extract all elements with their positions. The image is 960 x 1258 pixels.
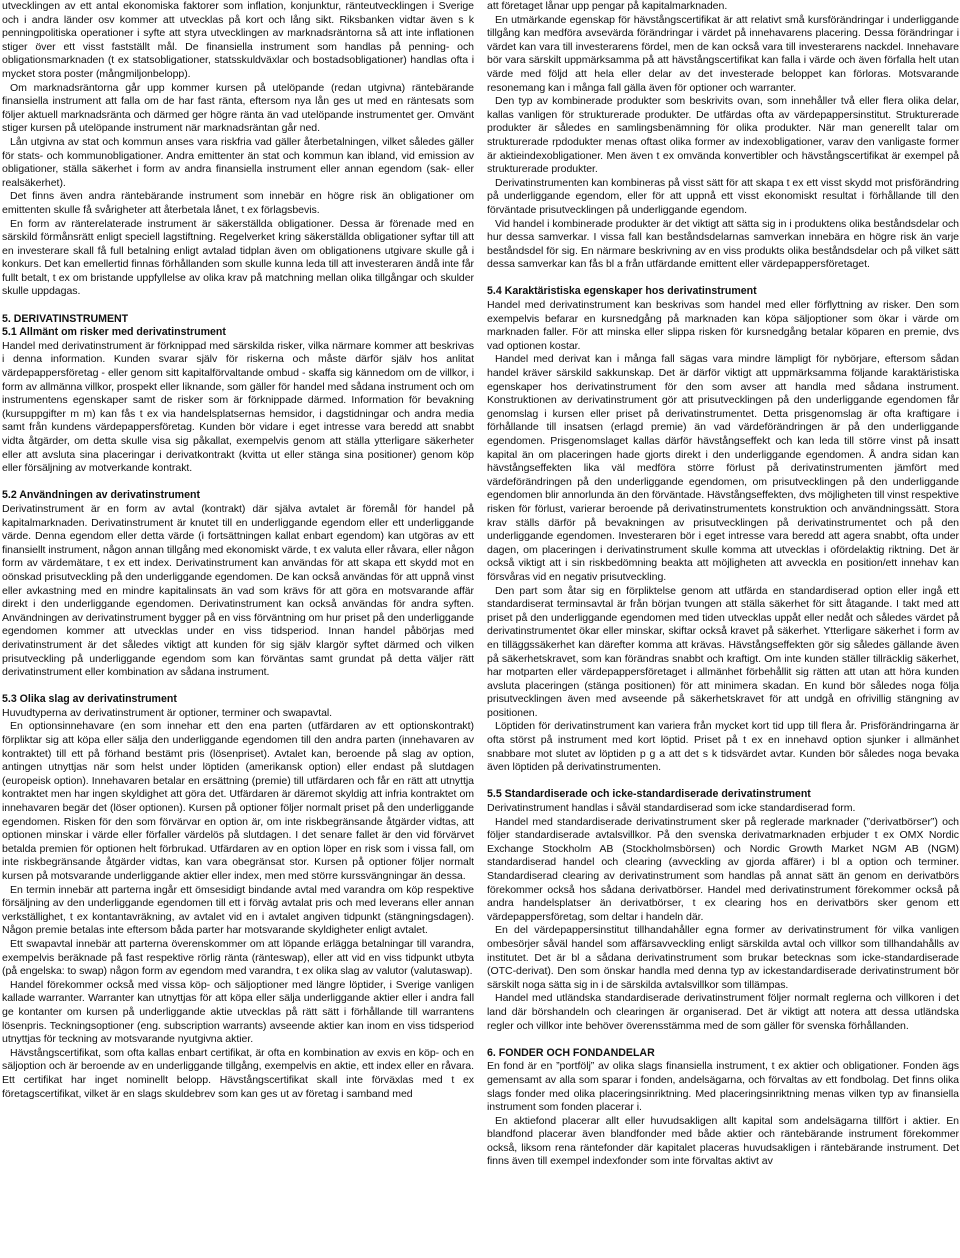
paragraph: Huvudtyperna av derivatinstrument är optioner, terminer och swapavtal. [2,706,333,719]
section-heading: 5.1 Allmänt om risker med derivatinstrument [2,326,226,339]
paragraph: utvecklingen av ett antal ekonomiska faktorer som inflation, konjunktur, ränteutvecklingen i Sverige och i andra länder osv kommer att utvecklas på kort och lång sikt. Riksbanken vidtar även s k penningpolitiska operationer i syfte att styra utvecklingen av marknadsräntorna så att inte inflationen stiger över ett visst fastställt mål. De finansiella instrument som handlas på penning- och obligationsmarknaden (t ex statsobligationer, statsskuldväxlar och bostadsobligationer) handlas ofta i mycket stora poster (mångmiljonbelopp). [2,0,474,80]
paragraph: att företaget lånar upp pengar på kapitalmarknaden. [487,0,728,12]
paragraph: En termin innebär att parterna ingår ett ömsesidigt bindande avtal med varandra om köp respektive försäljning av den underliggande egendomen till ett i förväg avtalat pris och med leverans eller annan verkställighet, t ex kontantavräkning, av avtalet vid en i avtalet angiven tidpunkt (stängningsdagen). Någon premie betalas inte eftersom båda parter har motsvarande skyldigheter enligt avtalet. [2,883,474,937]
paragraph: Lån utgivna av stat och kommun anses vara riskfria vad gäller återbetalningen, vilket således gäller för stats- och kommunobligationer. Andra emittenter än stat och kommun kan ibland, vid emission av obligationer, ställa säkerhet i form av andra finansiella instrument eller annan egendom (sak- eller realsäkerhet). [2,135,474,189]
section-heading: 5. DERIVATINSTRUMENT [2,312,129,325]
paragraph: Handel med derivatinstrument kan beskrivas som handel med eller förflyttning av risker. Den som exempelvis befarar en kursnedgång på marknaden kan köpa säljoptioner som ökar i värde om marknaden faller. För att minska eller slippa risken för kursnedgång betalar köparen en premie, dvs vad optionen kostar. [487,299,959,352]
paragraph: Ett swapavtal innebär att parterna överenskommer om att löpande erlägga betalningar till varandra, exempelvis beräknade på fast respektive rörlig ränta (ränteswap), eller att vid en viss tidpunkt utbyta (på engelska: to swap) någon form av egendom med varandra, t ex olika slag av valutor (valutaswap). [2,937,474,978]
section-heading: 6. FONDER OCH FONDANDELAR [487,1046,655,1059]
section-heading: 5.4 Karaktäristiska egenskaper hos derivatinstrument [487,285,757,298]
paragraph: Vid handel i kombinerade produkter är det viktigt att sätta sig in i produktens olika beståndsdelar och hur dessa samverkar. I vissa fall kan beståndsdelarnas samverkan innebära en högre risk än varje beståndsdel för sig. En närmare beskrivning av en viss produkts olika beståndsdelar och på vilket sätt dessa samverkar kan fås bl a från utfärdande emittent eller värdepappersföretaget. [487,217,959,271]
section-heading: 5.3 Olika slag av derivatinstrument [2,693,177,706]
paragraph: En aktiefond placerar allt eller huvudsakligen allt kapital som andelsägarna tillfört i aktier. En blandfond placerar även blandfonder med både aktier och räntebärande instrument förekommer också, liksom rena räntefonder där kapitalet placeras huvudsakligen i räntebärande instrument. Det finns även till exempel indexfonder som inte förvaltas aktivt av [487,1114,959,1168]
paragraph: En del värdepappersinstitut tillhandahåller egna former av derivatinstrument för vilka vanligen ombesörjer såväl handel som affärsavveckling enligt särskilda avtal och villkor som tillhandahålls av institutet. Det är bl a sådana derivatinstrument som brukar betecknas som icke-standardiserade (OTC-derivat). Den som önskar handla med denna typ av ickestandardiserade derivatinstrument bör särskilt noga sätta sig in i de särskilda avtalsvillkor som tillämpas. [487,924,959,991]
paragraph: Derivatinstrument handlas i såväl standardiserad som icke standardiserad form. [487,802,856,815]
paragraph: Handel med utländska standardiserade derivatinstrument följer normalt reglerna och villkoren i det land där börshandeln och clearingen är organiserad. Det är viktigt att notera att dessa utländska regler och villkor inte behöver överensstämma med de som gäller för svenska förhållanden. [487,992,959,1032]
section-heading: 5.2 Användningen av derivatinstrument [2,489,200,502]
paragraph: Om marknadsräntorna går upp kommer kursen på utelöpande (redan utgivna) räntebärande finansiella instrument att falla om de har fast ränta, eftersom nya lån ges ut med en räntesats som följer aktuell marknadsränta och därmed ger högre ränta än vad utelöpande instrumentet ger. Omvänt stiger kursen på utelöpande instrument när marknadsräntan går ned. [2,81,474,135]
paragraph: En form av ränterelaterade instrument är säkerställda obligationer. Dessa är förenade med en särskild förmånsrätt enligt speciell lagstiftning. Regelverket kring säkerställda obligationer syftar till att en investerare skall få full betalning enligt avtalad tidplan även om obligationens utgivare skulle gå i konkurs. Det kan emellertid finnas förhållanden som skulle kunna leda till att investeraren ändå inte får fullt betalt, t ex om bristande uppfyllelse av olika krav på matchning mellan olika tillgångar och skulder skulle uppdagas. [2,217,474,298]
paragraph: Den part som åtar sig en förpliktelse genom att utfärda en standardiserad option eller ingå ett standardiserat terminsavtal är från början tvungen att ställa säkerhet för sitt åtagande. I takt med att priset på den underliggande egendomen med tiden utvecklas uppåt eller nedåt och således värdet på derivatinstrumentet ökar eller minskar, skiftar också kravet på säkerhet. Ytterligare säkerhet i form av en tilläggssäkerhet kan därefter komma att krävas. Hävstångseffekten gör sig således gällande även på säkerhetskravet, som kan förändras snabbt och kraftigt. Om inte kunden ställer tillräcklig säkerhet, har motparten eller värdepappersföretaget i allmänhet förbehållit sig rätten att utan att höra kunden avsluta placeringen (stänga positionen) för att minimera skadan. En kund bör således noga följa prisutvecklingen även med avseende på säkerhetskravet för att undgå en ofrivillig stängning av positionen. [487,584,959,719]
paragraph: En utmärkande egenskap för hävstångscertifikat är att relativt små kursförändringar i underliggande tillgång kan medföra avsevärda förändringar i värdet på innehavarens placering. Dessa förändringar i värdet kan vara till investerarens fördel, men de kan också vara till investerarens nackdel. Innehavare bör vara särskilt uppmärksamma på att hävstångscertifikat kan falla i värde och även förfalla helt utan värde med följd att hela eller delar av det investerade beloppet kan förloras. Motsvarande resonemang kan i många fall gälla även för optioner och warranter. [487,13,959,94]
paragraph: Handel med derivat kan i många fall sägas vara mindre lämpligt för nybörjare, eftersom sådan handel kräver särskild sakkunskap. Det är därför viktigt att uppmärksamma följande karaktäristiska egenskaper hos derivatinstrument för den som avser att handla med sådana instrument. Konstruktionen av derivatinstrument gör att prisutvecklingen på den underliggande egendomen får genomslag i kursen eller priset på derivatinstrumentet. Detta prisgenomslag är ofta kraftigare i förhållande till insatsen (erlagd premie) än vad värdeförändringen är på den underliggande egendomen. Prisgenomslaget kallas därför hävstångseffekt och kan leda till större vinst på insatt kapital än om placeringen hade gjorts direkt i den underliggande egendomen. Å andra sidan kan hävstångseffekten lika väl medföra större förlust på derivatinstrumenten jämfört med värdeförändringen på den underliggande egendomen, om prisutvecklingen på den underliggande egendomen blir annorlunda än den förväntade. Hävstångseffekten, dvs möjligheten till vinst respektive risken för förlust, varierar beroende på derivatinstrumentets konstruktion och användningssätt. Stora krav ställs därför på bevakningen av prisutvecklingen på derivatinstrumentet och på den underliggande egendomen. Investeraren bör i eget intresse vara beredd att agera snabbt, ofta under dagen, om placeringen i derivatinstrument skulle komma att utvecklas i ofördelaktig riktning. Det är också viktigt att i sin riskbedömning beakta att möjligheten att avveckla en position/ett innehav kan försvåras vid en negativ prisutveckling. [487,353,960,583]
paragraph: Den typ av kombinerade produkter som beskrivits ovan, som innehåller två eller flera olika delar, kallas vanligen för strukturerade produkter. De utfärdas ofta av värdepappersinstitut. Strukturerade produkter är således en samlingsbenämning för olika produkter. När man generellt talar om strukturerade rpdodukter menas oftast olika former av indexobligationer, varav den vanligaste former är aktieindexobligationer. Men även t ex omvända konvertibler och hävstångscertifikat är exempel på strukturerade produkter. [487,95,959,176]
left-column [2,0,474,1101]
right-column [487,0,959,1169]
paragraph: Derivatinstrumenten kan kombineras på visst sätt för att skapa t ex ett visst skydd mot prisförändring på underliggande egendom, eller för att uppnå ett visst ekonomiskt resultat i förhållande till den förväntade prisutvecklingen på underliggande egendom. [487,176,959,216]
section-heading: 5.5 Standardiserade och icke-standardiserade derivatinstrument [487,788,811,801]
paragraph: En optionsinnehavare (en som innehar ett den ena parten (utfärdaren av ett optionskontrakt) förpliktar sig att köpa eller sälja den underliggande egendomen till den andra parten (innehavaren av kontraktet) till ett på förhand bestämt pris (lösenpriset). Avtalet kan, beroende på slag av option, antingen utnyttjas när som helst under löptiden (amerikansk option) eller endast på slutdagen (europeisk option). Innehavaren betalar en ersättning (premie) till utfärdaren och får en rätt att utnyttja kontraktet men har ingen skyldighet att göra det. Utfärdaren är däremot skyldig att infria kontraktet om innehavaren begär det (löser optionen). Kursen på optioner följer normalt priset på den underliggande egendomen. Risken för den som förvärvar en option är, om inte riskbegränsande åtgärder vidtas, att optionen minskar i värde eller förfaller värdelös på slutdagen. I det senare fallet är den vid förvärvet betalda premien för optionen helt förbrukad. Utfärdaren av en option löper en risk som i vissa fall, om inte riskbegränsande åtgärder vidtas, kan vara obegränsat stor. Kursen på optioner följer normalt kursen på motsvarande underliggande aktier eller index, men med större kurssvängningar än dessa. [2,720,474,882]
paragraph: Handel med derivatinstrument är förknippad med särskilda risker, vilka närmare kommer att beskrivas i denna information. Kunden svarar själv för riskerna och måste därför själv hos anlitat värdepappersföretag - eller genom sitt kapitalförvaltande ombud - skaffa sig kännedom om de villkor, i form av allmänna villkor, prospekt eller liknande, som gäller för handel med sådana instrument och om instrumentens egenskaper samt de risker som är förknippade därmed. Information för bevakning (kursuppgifter m m) kan fås t ex via handelsplatsernas hemsidor, i dagstidningar och andra media samt från kundens värdepappersföretag. Kunden bör vidare i eget intresse vara beredd att snabbt vidta åtgärder, om detta skulle visa sig påkallat, exempelvis genom att ställa ytterligare säkerheter eller att avsluta sina placeringar i derivatkontrakt (kvitta ut eller stänga sina positioner) genom köp eller försäljning av motverkande kontrakt. [2,339,474,475]
paragraph: Det finns även andra räntebärande instrument som innebär en högre risk än obligationer om emittenten skulle få svårigheter att återbetala lånet, t ex förlagsbevis. [2,190,474,216]
paragraph: Löptiden för derivatinstrument kan variera från mycket kort tid upp till flera år. Prisförändringarna är ofta störst på instrument med kort löptid. Priset på t ex en innehavd option sjunker i allmänhet snabbare mot slutet av löptiden p g a att det s k tidsvärdet avtar. Kunden bör således noga bevaka även löptiden på derivatinstrumenten. [487,720,959,774]
paragraph: Handel med standardiserade derivatinstrument sker på reglerade marknader (”derivatbörser”) och följer standardiserade avtalsvillkor. På den svenska derivatmarknaden erbjuder t ex OMX Nordic Exchange Stockholm AB (Stockholmsbörsen) och Nordic Growth Market NGM AB (NGM) standardiserad handel och clearing (avveckling av gjorda affärer) i bl a option och terminer. Standardiserad clearing av derivatinstrument som handlas på annat sätt än genom en derivatbörs förekommer också hos sådana derivatbörser. Handel med derivatinstrument förekommer också på andra handelsplatser än derivatbörser, t ex clearing hos en derivatbörs sker genom ett värdepappersföretag, som deltar i handeln där. [487,815,959,923]
paragraph: Hävstångscertifikat, som ofta kallas enbart certifikat, är ofta en kombination av exvis en köp- och en säljoption och är beroende av en underliggande tillgång, exempelvis en aktie, ett index eller en råvara. Ett certifikat har inget nominellt belopp. Hävstångscertifikat skall inte förväxlas med t ex företagscertifikat, vilket är en slags skuldebrev som kan ges ut av företag i samband med [2,1046,474,1100]
paragraph: Handel förekommer också med vissa köp- och säljoptioner med längre löptider, i Sverige vanligen kallade warranter. Warranter kan utnyttjas för att köpa eller sälja underliggande aktier eller i andra fall ge kontanter om kursen på underliggande aktie utvecklas på rätt sätt i förhållande till warrantens lösenpris. Teckningsoptioner (eng. subscription warrants) avseende aktier kan inom en viss tidsperiod utnyttjas för teckning av motsvarande nyutgivna aktier. [2,978,474,1046]
paragraph: Derivatinstrument är en form av avtal (kontrakt) där själva avtalet är föremål för handel på kapitalmarknaden. Derivatinstrument är knutet till en underliggande egendom eller ett underliggande värde. Denna egendom eller detta värde (i fortsättningen kallat enbart egendom) kan utgöras av ett finansiellt instrument, någon annan tillgång med ekonomiskt värde, t ex valuta eller råvara, eller någon form av värdemätare, t ex ett index. Derivatinstrument kan användas för att skapa ett skydd mot en oönskad prisutveckling på den underliggande egendomen. De kan också användas för att uppnå vinst eller avkastning med en mindre kapitalinsats än vad som krävs för att göra en motsvarande affär direkt i den underliggande egendomen. Derivatinstrument kan också användas för andra syften. Användningen av derivatinstrument bygger på en viss förväntning om hur priset på den underliggande egendomen kommer att utvecklas under en viss tidsperiod. Innan handel påbörjas med derivatinstrument är det således viktigt att kunden för sig själv klargör syftet därmed och vilken prisutveckling på underliggande egendom som kan förväntas samt grundat på detta väljer rätt derivatinstrument eller kombination av sådana instrument. [2,502,474,679]
paragraph: En fond är en ”portfölj” av olika slags finansiella instrument, t ex aktier och obligationer. Fonden ägs gemensamt av alla som sparar i fonden, andelsägarna, och förvaltas av ett fondbolag. Det finns olika slags fonder med olika placeringsinriktning. Med placeringsinriktning menas vilken typ av finansiella instrument som fonden placerar i. [487,1060,959,1114]
